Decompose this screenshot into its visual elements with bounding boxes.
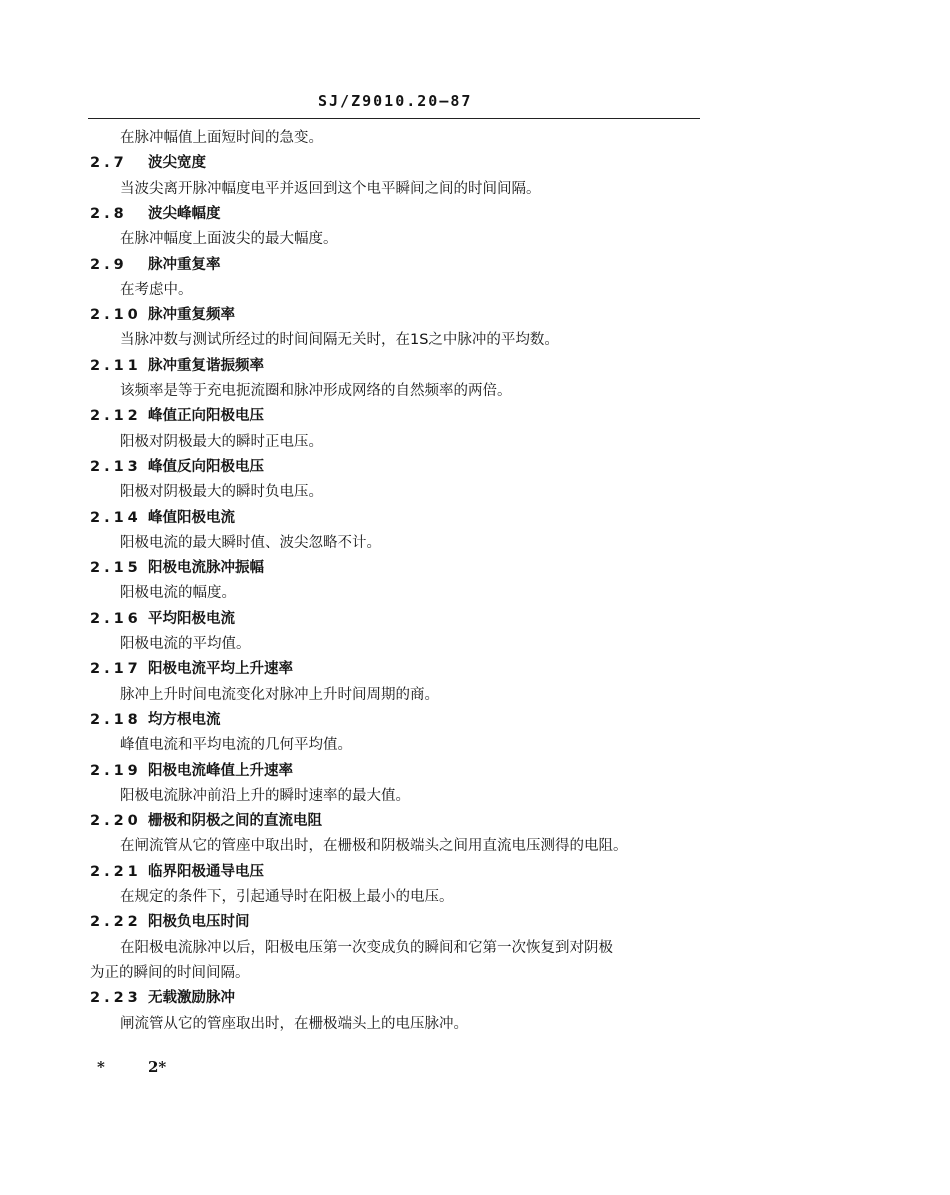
term-number: 2.12	[90, 408, 142, 425]
term-number: 2.8	[90, 205, 128, 222]
term-label: 峰值正向阳极电压	[148, 408, 264, 425]
term-label: 脉冲重复谐振频率	[148, 357, 264, 374]
definition-text: 脉冲上升时间电流变化对脉冲上升时间周期的商。	[120, 686, 439, 703]
term-number: 2.18	[90, 711, 142, 728]
term-number: 2.21	[90, 863, 142, 880]
definition-text: 阳极对阴极最大的瞬时负电压。	[120, 484, 323, 501]
definition-text: 当脉冲数与测试所经过的时间间隔无关时，在1S之中脉冲的平均数。	[120, 332, 559, 349]
definition-text: 在阳极电流脉冲以后，阳极电压第一次变成负的瞬间和它第一次恢复到对阴极	[120, 939, 613, 956]
term-heading	[90, 761, 293, 781]
term-number: 2.20	[90, 813, 142, 830]
definition-text: 闸流管从它的管座取出时，在栅极端头上的电压脉冲。	[120, 1015, 468, 1032]
term-heading	[90, 406, 264, 426]
term-label: 阳极电流峰值上升速率	[148, 762, 293, 779]
definition-text: 阳极电流的幅度。	[120, 585, 236, 602]
term-number: 2.9	[90, 256, 128, 273]
term-number: 2.19	[90, 762, 142, 779]
term-number: 2.11	[90, 357, 142, 374]
definition-text: 在脉冲幅值上面短时间的急变。	[120, 130, 323, 146]
term-heading	[90, 558, 264, 578]
term-label: 临界阳极通导电压	[148, 863, 264, 880]
term-number: 2.15	[90, 560, 142, 577]
term-number: 2.13	[90, 458, 142, 475]
term-heading	[90, 457, 264, 477]
term-heading	[90, 255, 221, 275]
term-label: 均方根电流	[148, 711, 221, 728]
term-number: 2.10	[90, 307, 142, 324]
term-number: 2.17	[90, 661, 142, 678]
term-heading	[90, 710, 221, 730]
header-rule	[88, 118, 700, 119]
term-number: 2.23	[90, 990, 142, 1007]
term-heading	[90, 153, 206, 173]
term-number: 2.14	[90, 509, 142, 526]
term-heading	[90, 305, 235, 325]
term-label: 阳极负电压时间	[148, 914, 250, 931]
definition-text: 阳极电流脉冲前沿上升的瞬时速率的最大值。	[120, 787, 410, 804]
term-label: 波尖宽度	[148, 155, 206, 172]
term-heading	[90, 988, 235, 1008]
standard-code-header: SJ/Z9010.20—87	[318, 92, 473, 110]
term-label: 阳极电流平均上升速率	[148, 661, 293, 678]
term-number: 2.16	[90, 610, 142, 627]
term-heading	[90, 204, 221, 224]
definition-text: 当波尖离开脉冲幅度电平并返回到这个电平瞬间之间的时间间隔。	[120, 180, 541, 197]
term-heading	[90, 356, 264, 376]
term-label: 栅极和阴极之间的直流电阻	[148, 813, 322, 830]
definition-text: 在考虑中。	[120, 281, 193, 298]
term-label: 波尖峰幅度	[148, 205, 221, 222]
term-number: 2.7	[90, 155, 128, 172]
term-number: 2.22	[90, 914, 142, 931]
definition-text: 在脉冲幅度上面波尖的最大幅度。	[120, 231, 338, 248]
page-number: 2*	[148, 1058, 167, 1076]
term-heading	[90, 862, 264, 882]
footer-left-mark: *	[97, 1058, 105, 1076]
definition-text: 阳极对阴极最大的瞬时正电压。	[120, 433, 323, 450]
term-label: 平均阳极电流	[148, 610, 235, 627]
term-label: 无载激励脉冲	[148, 990, 235, 1007]
definition-text: 在闸流管从它的管座中取出时，在栅极和阴极端头之间用直流电压测得的电阻。	[120, 838, 628, 855]
definition-text: 阳极电流的最大瞬时值、波尖忽略不计。	[120, 534, 381, 551]
term-heading	[90, 609, 235, 629]
term-label: 峰值阳极电流	[148, 509, 235, 526]
definition-continuation: 为正的瞬间的时间间隔。	[90, 964, 250, 981]
term-heading	[90, 912, 250, 932]
term-label: 阳极电流脉冲振幅	[148, 560, 264, 577]
term-label: 峰值反向阳极电压	[148, 458, 264, 475]
term-heading	[90, 811, 322, 831]
definition-text: 在规定的条件下，引起通导时在阳极上最小的电压。	[120, 889, 454, 905]
term-label: 脉冲重复率	[148, 256, 221, 273]
definition-text: 峰值电流和平均电流的几何平均值。	[120, 737, 352, 754]
term-label: 脉冲重复频率	[148, 307, 235, 324]
definition-text: 阳极电流的平均值。	[120, 636, 251, 652]
term-heading	[90, 508, 235, 528]
definition-text: 该频率是等于充电扼流圈和脉冲形成网络的自然频率的两倍。	[120, 383, 512, 399]
term-heading	[90, 659, 293, 679]
